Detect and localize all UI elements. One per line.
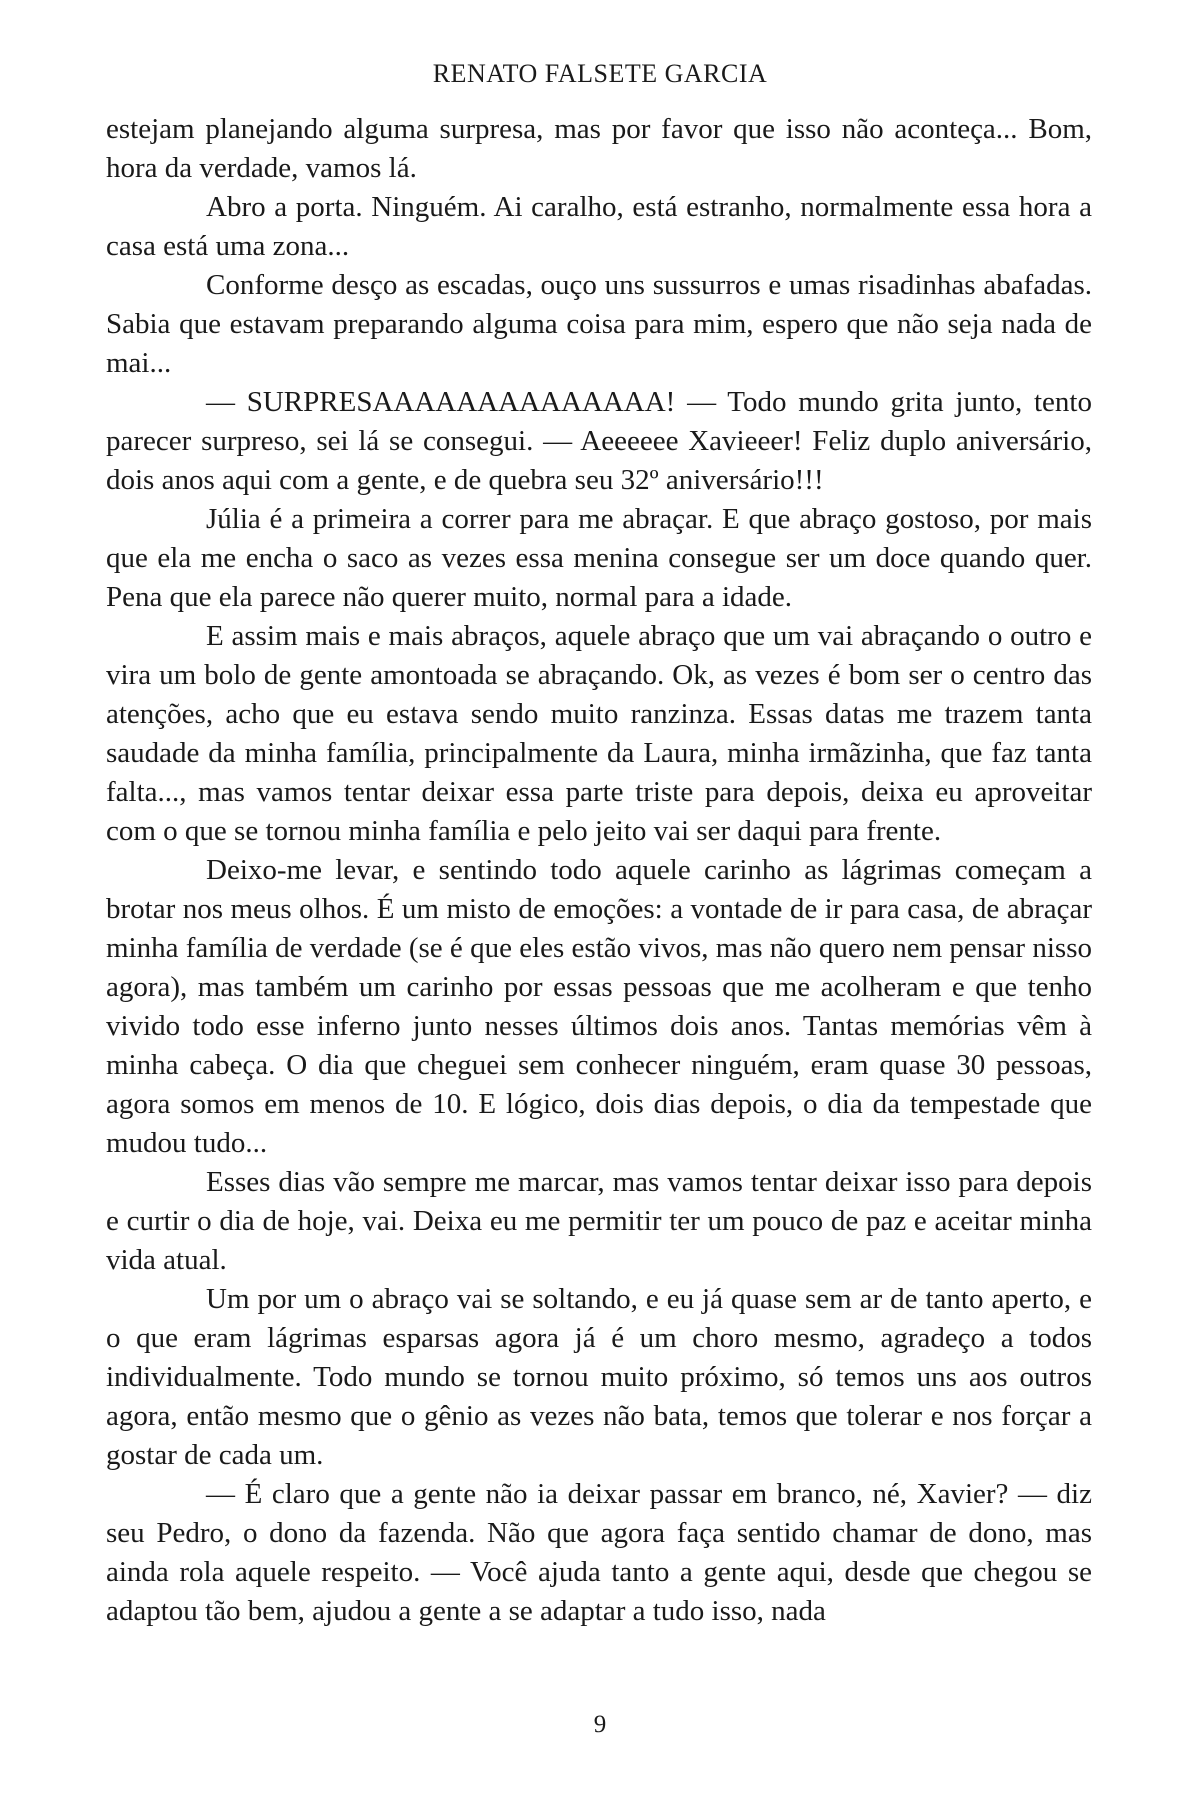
page-number: 9 bbox=[593, 1711, 607, 1738]
paragraph: — É claro que a gente não ia deixar passar em branco, né, Xavier? — diz seu Pedro, o dono da fazenda. Não que agora faça sentido chamar de dono, mas ainda rola aquele respeito. — Você ajuda tanto a gente aqui, desde que chegou se adaptou tão bem, ajudou a gente a se adaptar a tudo isso, nada bbox=[106, 1478, 1092, 1627]
paragraph: Conforme desço as escadas, ouço uns sussurros e umas risadinhas abafadas. Sabia que estavam preparando alguma coisa para mim, espero que não seja nada de mai... bbox=[106, 269, 1092, 379]
paragraph: Júlia é a primeira a correr para me abraçar. E que abraço gostoso, por mais que ela me encha o saco as vezes essa menina consegue ser um doce quando quer. Pena que ela parece não querer muito, normal para a idade. bbox=[106, 503, 1092, 613]
running-header-author: RENATO FALSETE GARCIA bbox=[432, 59, 768, 88]
paragraph: E assim mais e mais abraços, aquele abraço que um vai abraçando o outro e vira um bolo de gente amontoada se abraçando. Ok, as vezes é bom ser o centro das atenções, acho que eu estava sendo muito ranzinza. Essas datas me trazem tanta saudade da minha família, principalmente da Laura, minha irmãzinha, que faz tanta falta..., mas vamos tentar deixar essa parte triste para depois, deixa eu aproveitar com o que se tornou minha família e pelo jeito vai ser daqui para frente. bbox=[106, 620, 1092, 847]
paragraph: estejam planejando alguma surpresa, mas por favor que isso não aconteça... Bom, hora da verdade, vamos lá. bbox=[106, 113, 1092, 184]
paragraph: — SURPRESAAAAAAAAAAAAAA! — Todo mundo grita junto, tento parecer surpreso, sei lá se consegui. — Aeeeeee Xavieeer! Feliz duplo aniversário, dois anos aqui com a gente, e de quebra seu 32º aniversário!!! bbox=[106, 386, 1092, 496]
paragraph: Um por um o abraço vai se soltando, e eu já quase sem ar de tanto aperto, e o que eram lágrimas esparsas agora já é um choro mesmo, agradeço a todos individualmente. Todo mundo se tornou muito próximo, só temos uns aos outros agora, então mesmo que o gênio as vezes não bata, temos que tolerar e nos forçar a gostar de cada um. bbox=[106, 1283, 1092, 1471]
paragraph: Abro a porta. Ninguém. Ai caralho, está estranho, normalmente essa hora a casa está uma zona... bbox=[106, 191, 1092, 262]
paragraph: Esses dias vão sempre me marcar, mas vamos tentar deixar isso para depois e curtir o dia de hoje, vai. Deixa eu me permitir ter um pouco de paz e aceitar minha vida atual. bbox=[106, 1166, 1092, 1276]
body-text bbox=[106, 110, 1092, 1631]
paragraph: Deixo-me levar, e sentindo todo aquele carinho as lágrimas começam a brotar nos meus olhos. É um misto de emoções: a vontade de ir para casa, de abraçar minha família de verdade (se é que eles estão vivos, mas não quero nem pensar nisso agora), mas também um carinho por essas pessoas que me acolheram e que tenho vivido todo esse inferno junto nesses últimos dois anos. Tantas memórias vêm à minha cabeça. O dia que cheguei sem conhecer ninguém, eram quase 30 pessoas, agora somos em menos de 10. E lógico, dois dias depois, o dia da tempestade que mudou tudo... bbox=[106, 854, 1092, 1159]
